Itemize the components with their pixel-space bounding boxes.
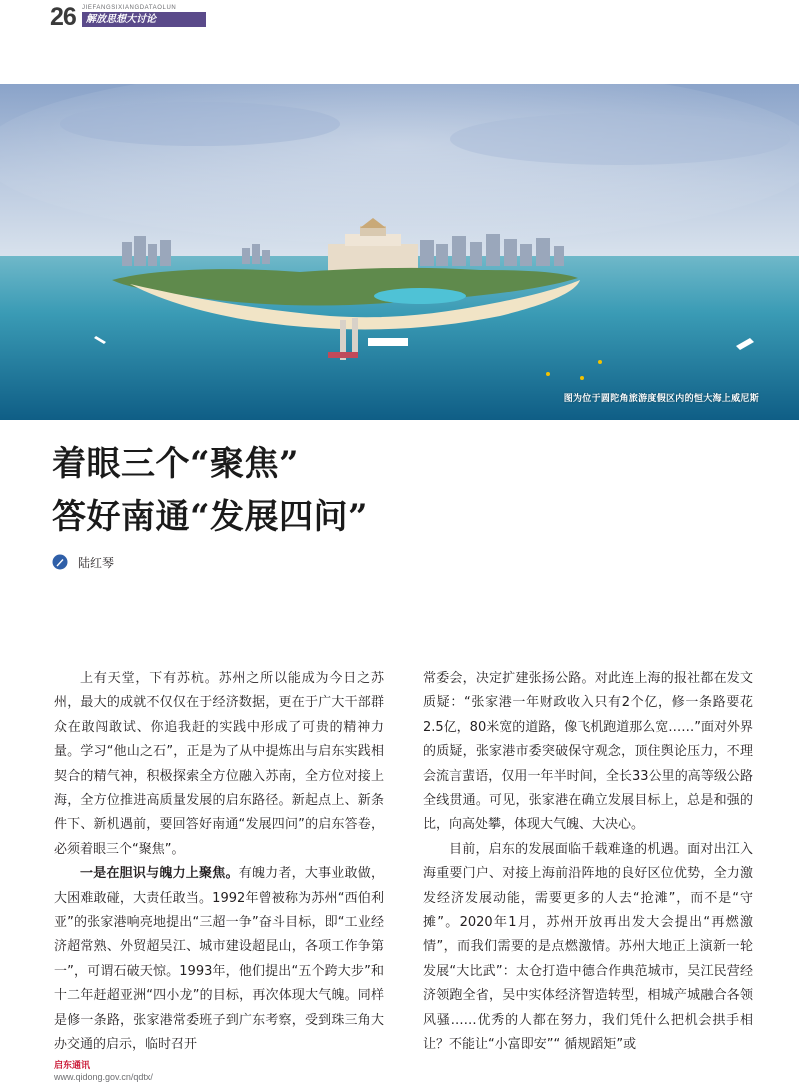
column-badge — [82, 4, 206, 30]
left-column — [54, 667, 384, 1058]
publication-url[interactable]: www.qidong.gov.cn/qdtx/ — [54, 1072, 153, 1082]
paragraph: 常委会，决定扩建张扬公路。对此连上海的报社都在发文质疑：“张家港一年财政收入只有2个亿，修一条路要花2.5亿，80米宽的道路，像飞机跑道那么宽……”面对外界的质疑，张家港市委突破保守观念，顶住舆论压力，不理会流言蜚语，仅用一年半时间，全长33公里的高等级公路全线贯通。可见，张家港在确立发展目标上，总是和强的比，向高处攀，体现大气魄、大决心。 — [423, 671, 753, 833]
paragraph — [54, 862, 384, 1057]
publication-name: 启东通讯 — [54, 1061, 91, 1071]
pen-icon — [52, 554, 68, 570]
author-name: 陆红琴 — [78, 555, 115, 570]
photo-caption: 图为位于圆陀角旅游度假区内的恒大海上威尼斯 — [563, 394, 759, 404]
article-title — [52, 438, 652, 544]
title-line-1: 着眼三个“聚焦” — [52, 444, 300, 484]
paragraph: 上有天堂，下有苏杭。苏州之所以能成为今日之苏州，最大的成就不仅仅在于经济数据，更在于广大干部群众在敢闯敢试、你追我赶的实践中形成了可贵的精神力量。学习“他山之石”，正是为了从中提炼出与启东实践相契合的精气神，积极探索全方位融入苏南，全方位对接上海，全方位推进高质量发展的启东路径。新起点上、新条件下、新机遇前，要回答好南通“发展四问”的启东答卷，必须着眼三个“聚焦”。 — [54, 671, 384, 857]
paragraph-lead: 一是在胆识与魄力上聚焦。 — [80, 866, 239, 882]
column-title: 解放思想大讨论 — [82, 12, 206, 27]
column-pinyin: JIEFANGSIXIANGDATAOLUN — [82, 5, 177, 11]
paragraph-body: 有魄力者，大事业敢做，大困难敢碰，大责任敢当。1992年曾被称为苏州“西伯利亚”的张家港响亮地提出“三超一争”奋斗目标，即“工业经济超常熟、外贸超吴江、城市建设超昆山，各项工作争第一”，可谓石破天惊。1993年，他们提出“五个跨大步”和十二年赶超亚洲“四小龙”的目标，再次体现大气魄。同样是修一条路，张家港常委班子到广东考察，受到珠三角大办交通的启示，临时召开 — [54, 866, 384, 1053]
resort-aerial-image — [0, 84, 799, 420]
page-footer — [54, 1061, 153, 1083]
author-byline — [52, 553, 114, 571]
right-column — [423, 667, 753, 1058]
paragraph: 目前，启东的发展面临千载难逢的机遇。面对出江入海重要门户、对接上海前沿阵地的良好区位优势，全力激发经济发展动能，需要更多的人去“抢滩”，而不是“守摊”。2020年1月，苏州开放再出发大会提出“再燃激情”，而我们需要的是点燃激情。苏州大地正上演新一轮发展“大比武”：太仓打造中德合作典范城市，吴江民营经济领跑全省，吴中实体经济智造转型，相城产城融合各领风骚……优秀的人都在努力，我们凭什么把机会拱手相让？不能让“小富即安”“ 循规蹈矩”或 — [423, 841, 753, 1053]
title-line-2: 答好南通“发展四问” — [52, 497, 369, 537]
page-number: 26 — [50, 3, 76, 31]
hero-photo — [0, 84, 799, 420]
